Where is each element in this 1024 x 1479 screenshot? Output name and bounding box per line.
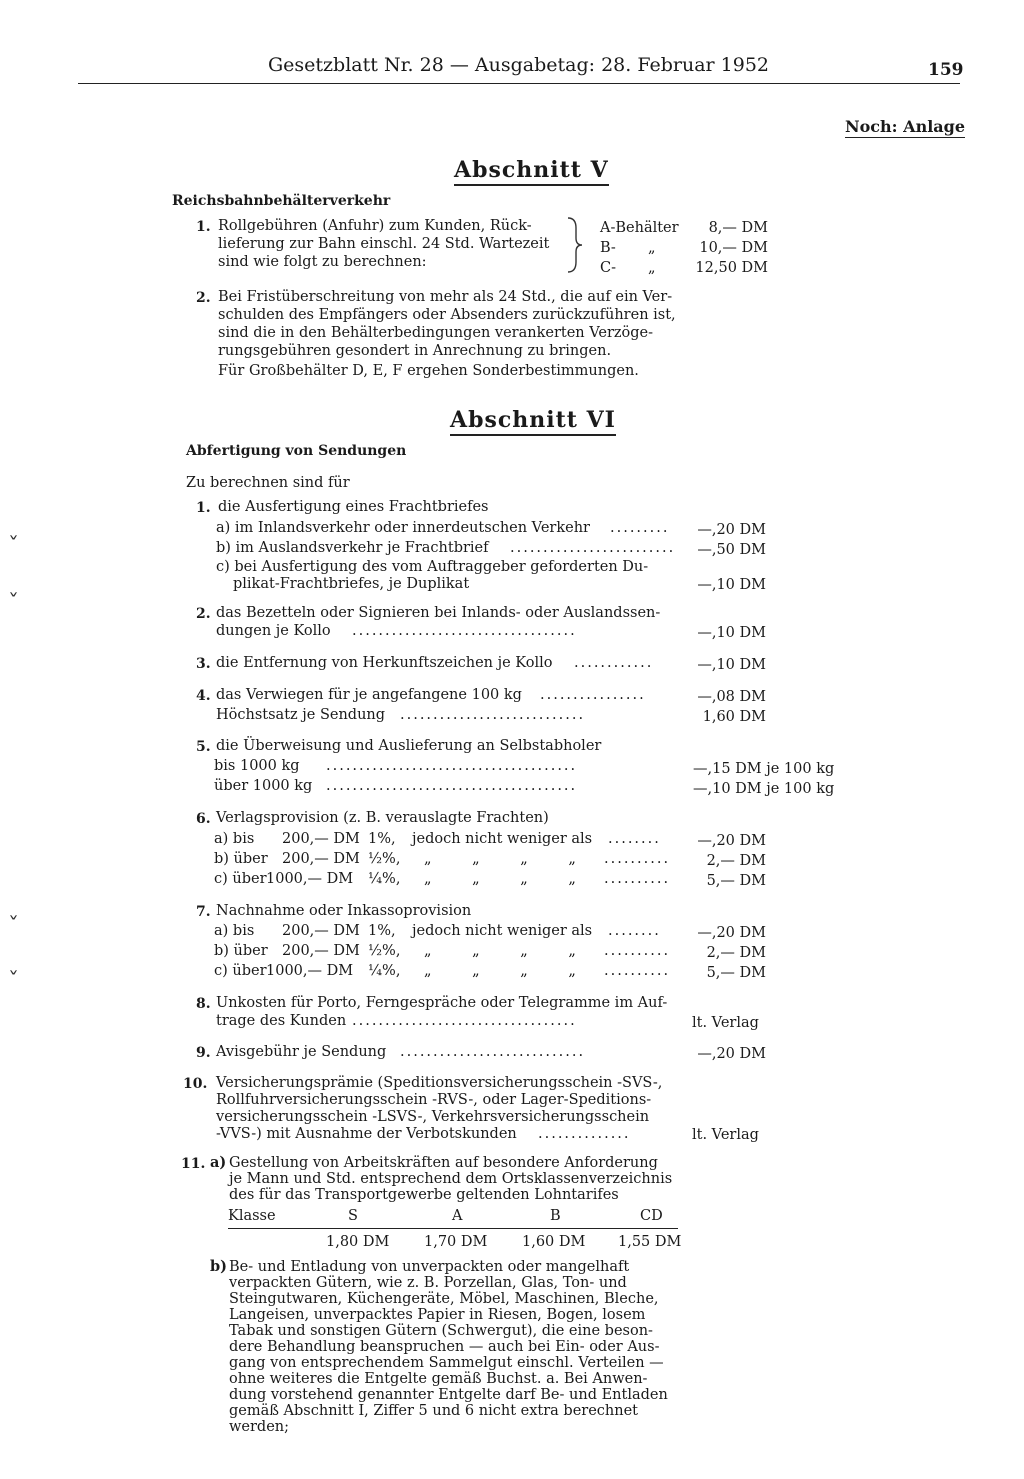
item-number: 7.	[196, 904, 211, 920]
item-text: Höchstsatz je Sendung	[216, 707, 386, 723]
container-label: C-	[600, 260, 616, 276]
container-label: B-	[600, 240, 616, 256]
fee: —,50 DM	[697, 542, 766, 558]
gazette-header: Gesetzblatt Nr. 28 — Ausgabetag: 28. Februar 1952	[268, 54, 769, 76]
leader-dots: ........	[608, 831, 661, 847]
rate-amount: 200,— DM	[282, 923, 360, 939]
item-text: die Ausfertigung eines Frachtbriefes	[218, 499, 489, 515]
subitem-label: b)	[210, 1258, 227, 1275]
item-text: Verlagsprovision (z. B. verauslagte Frachten)	[216, 810, 549, 826]
continuation-label: Noch: Anlage	[845, 117, 966, 136]
leader-dots: .........	[610, 520, 670, 536]
item-text: Versicherungsprämie (Speditionsversicherungsschein -SVS-,	[216, 1075, 663, 1091]
item-text: ohne weiteres die Entgelte gemäß Buchst. a. Bei Anwen-	[229, 1371, 648, 1387]
margin-mark: ˯	[8, 895, 19, 920]
fee: —,10 DM	[697, 625, 766, 641]
item-text: bis 1000 kg	[214, 758, 300, 774]
rate-amount: 1000,— DM	[266, 871, 354, 887]
leader-dots: ................	[540, 687, 646, 703]
leader-dots: ..........	[604, 851, 671, 867]
fee: —,20 DM	[697, 925, 766, 941]
ditto-marks: „ „ „ „	[424, 963, 576, 979]
item-number: 11.	[181, 1156, 206, 1172]
rate-percent: ¼%,	[368, 963, 401, 979]
fee: —,10 DM	[697, 657, 766, 673]
item-number: 2.	[196, 606, 211, 622]
item-text: des für das Transportgewerbe geltenden Lohntarifes	[229, 1187, 619, 1203]
rate-percent: ¼%,	[368, 871, 401, 887]
subitem-label: a)	[210, 1154, 227, 1171]
item-text: die Überweisung und Auslieferung an Selbstabholer	[216, 738, 602, 754]
ditto-mark: „	[648, 240, 656, 256]
rate-key: a) bis	[214, 831, 255, 847]
leader-dots: ............................	[400, 1044, 586, 1060]
margin-mark: ˯	[8, 515, 19, 540]
item-text: werden;	[229, 1419, 290, 1435]
header-rule	[78, 83, 960, 84]
item-number: 2.	[196, 290, 211, 306]
item-text: Steingutwaren, Küchengeräte, Möbel, Maschinen, Bleche,	[229, 1291, 659, 1307]
rate-percent: ½%,	[368, 851, 401, 867]
leader-dots: ............	[574, 655, 654, 671]
section-subtitle-v: Reichsbahnbehälterverkehr	[172, 193, 391, 209]
leader-dots: ..............	[538, 1126, 631, 1142]
section-intro: Zu berechnen sind für	[186, 475, 350, 491]
fee: lt. Verlag	[692, 1127, 759, 1143]
item-text: Nachnahme oder Inkassoprovision	[216, 903, 472, 919]
fee: —,10 DM	[697, 577, 766, 593]
leader-dots: .........................	[510, 540, 676, 556]
margin-mark: ˯	[8, 950, 19, 975]
item-text: b) im Auslandsverkehr je Frachtbrief	[216, 540, 489, 556]
leader-dots: ..........	[604, 963, 671, 979]
leader-dots: ..................................	[352, 1013, 577, 1029]
table-header-cell: CD	[640, 1208, 663, 1224]
table-rule	[228, 1228, 678, 1229]
item-text-line: lieferung zur Bahn einschl. 24 Std. Wartezeit	[218, 236, 550, 252]
fee: —,10 DM je 100 kg	[693, 781, 835, 797]
leader-dots: ............................	[400, 707, 586, 723]
item-number: 1.	[196, 219, 211, 235]
item-text: plikat-Frachtbriefes, je Duplikat	[233, 576, 470, 592]
fee: —,08 DM	[697, 689, 766, 705]
item-text: Gestellung von Arbeitskräften auf besondere Anforderung	[229, 1155, 658, 1171]
item-text: Rollfuhrversicherungsschein -RVS-, oder Lager-Speditions-	[216, 1092, 652, 1108]
margin-mark: ˯	[8, 572, 19, 597]
item-text: a) im Inlandsverkehr oder innerdeutschen Verkehr	[216, 520, 590, 536]
item-text-line: sind wie folgt zu berechnen:	[218, 254, 427, 270]
item-text: c) bei Ausfertigung des vom Auftraggeber geforderten Du-	[216, 559, 649, 575]
container-price: 10,— DM	[699, 240, 768, 256]
item-text-line: schulden des Empfängers oder Absenders zurückzuführen ist,	[218, 307, 676, 323]
item-number: 8.	[196, 996, 211, 1012]
fee: —,15 DM je 100 kg	[693, 761, 835, 777]
item-text: gang von entsprechendem Sammelgut einschl. Verteilen —	[229, 1355, 664, 1371]
rate-text: jedoch nicht weniger als	[412, 923, 593, 939]
item-text: das Bezetteln oder Signieren bei Inlands- oder Auslandssen-	[216, 605, 661, 621]
rate-key: c) über	[214, 963, 267, 979]
fee: —,20 DM	[697, 1046, 766, 1062]
item-text: dungen je Kollo	[216, 623, 331, 639]
item-number: 9.	[196, 1045, 211, 1061]
table-header-cell: B	[550, 1208, 561, 1224]
container-label: A-Behälter	[600, 220, 679, 236]
fee: 1,60 DM	[702, 709, 766, 725]
container-price: 8,— DM	[708, 220, 768, 236]
ditto-marks: „ „ „ „	[424, 851, 576, 867]
item-number: 4.	[196, 688, 211, 704]
fee: 2,— DM	[706, 945, 766, 961]
item-text: Tabak und sonstigen Gütern (Schwergut), die eine beson-	[229, 1323, 653, 1339]
leader-dots: ..........	[604, 871, 671, 887]
item-number: 5.	[196, 739, 211, 755]
ditto-mark: „	[648, 260, 656, 276]
rate-key: b) über	[214, 851, 268, 867]
item-number: 10.	[183, 1076, 208, 1092]
item-text: Avisgebühr je Sendung	[216, 1044, 387, 1060]
item-text-line: sind die in den Behälterbedingungen verankerten Verzöge-	[218, 325, 654, 341]
rate-amount: 200,— DM	[282, 851, 360, 867]
rate-amount: 1000,— DM	[266, 963, 354, 979]
rate-amount: 200,— DM	[282, 943, 360, 959]
item-text-line: Rollgebühren (Anfuhr) zum Kunden, Rück-	[218, 218, 532, 234]
fee: lt. Verlag	[692, 1015, 759, 1031]
table-header-cell: S	[348, 1208, 358, 1224]
rate-text: jedoch nicht weniger als	[412, 831, 593, 847]
leader-dots: ..........	[604, 943, 671, 959]
section-title-vi: Abschnitt VI	[450, 407, 616, 436]
section-subtitle-vi: Abfertigung von Sendungen	[186, 443, 407, 459]
item-text: trage des Kunden	[216, 1013, 347, 1029]
fee: 5,— DM	[706, 873, 766, 889]
leader-dots: ..................................	[352, 623, 577, 639]
fee: 2,— DM	[706, 853, 766, 869]
leader-dots: ......................................	[326, 758, 578, 774]
rate-percent: 1%,	[368, 923, 396, 939]
item-text: dere Behandlung beanspruchen — auch bei Ein- oder Aus-	[229, 1339, 660, 1355]
item-text-line: rungsgebühren gesondert in Anrechnung zu bringen.	[218, 343, 612, 359]
item-text: Unkosten für Porto, Ferngespräche oder Telegramme im Auf-	[216, 995, 668, 1011]
item-text: Langeisen, unverpacktes Papier in Riesen, Bogen, losem	[229, 1307, 646, 1323]
item-text: -VVS-) mit Ausnahme der Verbotskunden	[216, 1126, 517, 1142]
item-text: Be- und Entladung von unverpackten oder mangelhaft	[229, 1259, 630, 1275]
rate-key: b) über	[214, 943, 268, 959]
item-text: über 1000 kg	[214, 778, 313, 794]
container-price: 12,50 DM	[695, 260, 768, 276]
item-text: verpackten Gütern, wie z. B. Porzellan, Glas, Ton- und	[229, 1275, 627, 1291]
leader-dots: ......................................	[326, 778, 578, 794]
section-note: Für Großbehälter D, E, F ergehen Sonderbestimmungen.	[218, 363, 639, 379]
item-text: dung vorstehend genannter Entgelte darf Be- und Entladen	[229, 1387, 668, 1403]
fee: —,20 DM	[697, 522, 766, 538]
item-text: je Mann und Std. entsprechend dem Ortsklassenverzeichnis	[229, 1171, 673, 1187]
rate-percent: 1%,	[368, 831, 396, 847]
item-number: 3.	[196, 656, 211, 672]
section-title-v: Abschnitt V	[454, 157, 609, 186]
item-text: gemäß Abschnitt I, Ziffer 5 und 6 nicht extra berechnet	[229, 1403, 638, 1419]
item-text: versicherungsschein -LSVS-, Verkehrsversicherungsschein	[216, 1109, 650, 1125]
page-number: 159	[928, 60, 964, 80]
table-value-cell: 1,60 DM	[522, 1234, 586, 1250]
table-value-cell: 1,80 DM	[326, 1234, 390, 1250]
item-number: 6.	[196, 811, 211, 827]
ditto-marks: „ „ „ „	[424, 871, 576, 887]
table-value-cell: 1,55 DM	[618, 1234, 682, 1250]
ditto-marks: „ „ „ „	[424, 943, 576, 959]
item-number: 1.	[196, 500, 211, 516]
item-text: das Verwiegen für je angefangene 100 kg	[216, 687, 522, 703]
table-header-cell: A	[452, 1208, 463, 1224]
rate-key: a) bis	[214, 923, 255, 939]
table-header-cell: Klasse	[228, 1208, 276, 1224]
rate-key: c) über	[214, 871, 267, 887]
curly-brace	[564, 216, 586, 274]
leader-dots: ........	[608, 923, 661, 939]
fee: —,20 DM	[697, 833, 766, 849]
table-value-cell: 1,70 DM	[424, 1234, 488, 1250]
rate-amount: 200,— DM	[282, 831, 360, 847]
item-text-line: Bei Fristüberschreitung von mehr als 24 Std., die auf ein Ver-	[218, 289, 673, 305]
rate-percent: ½%,	[368, 943, 401, 959]
fee: 5,— DM	[706, 965, 766, 981]
item-text: die Entfernung von Herkunftszeichen je Kollo	[216, 655, 553, 671]
